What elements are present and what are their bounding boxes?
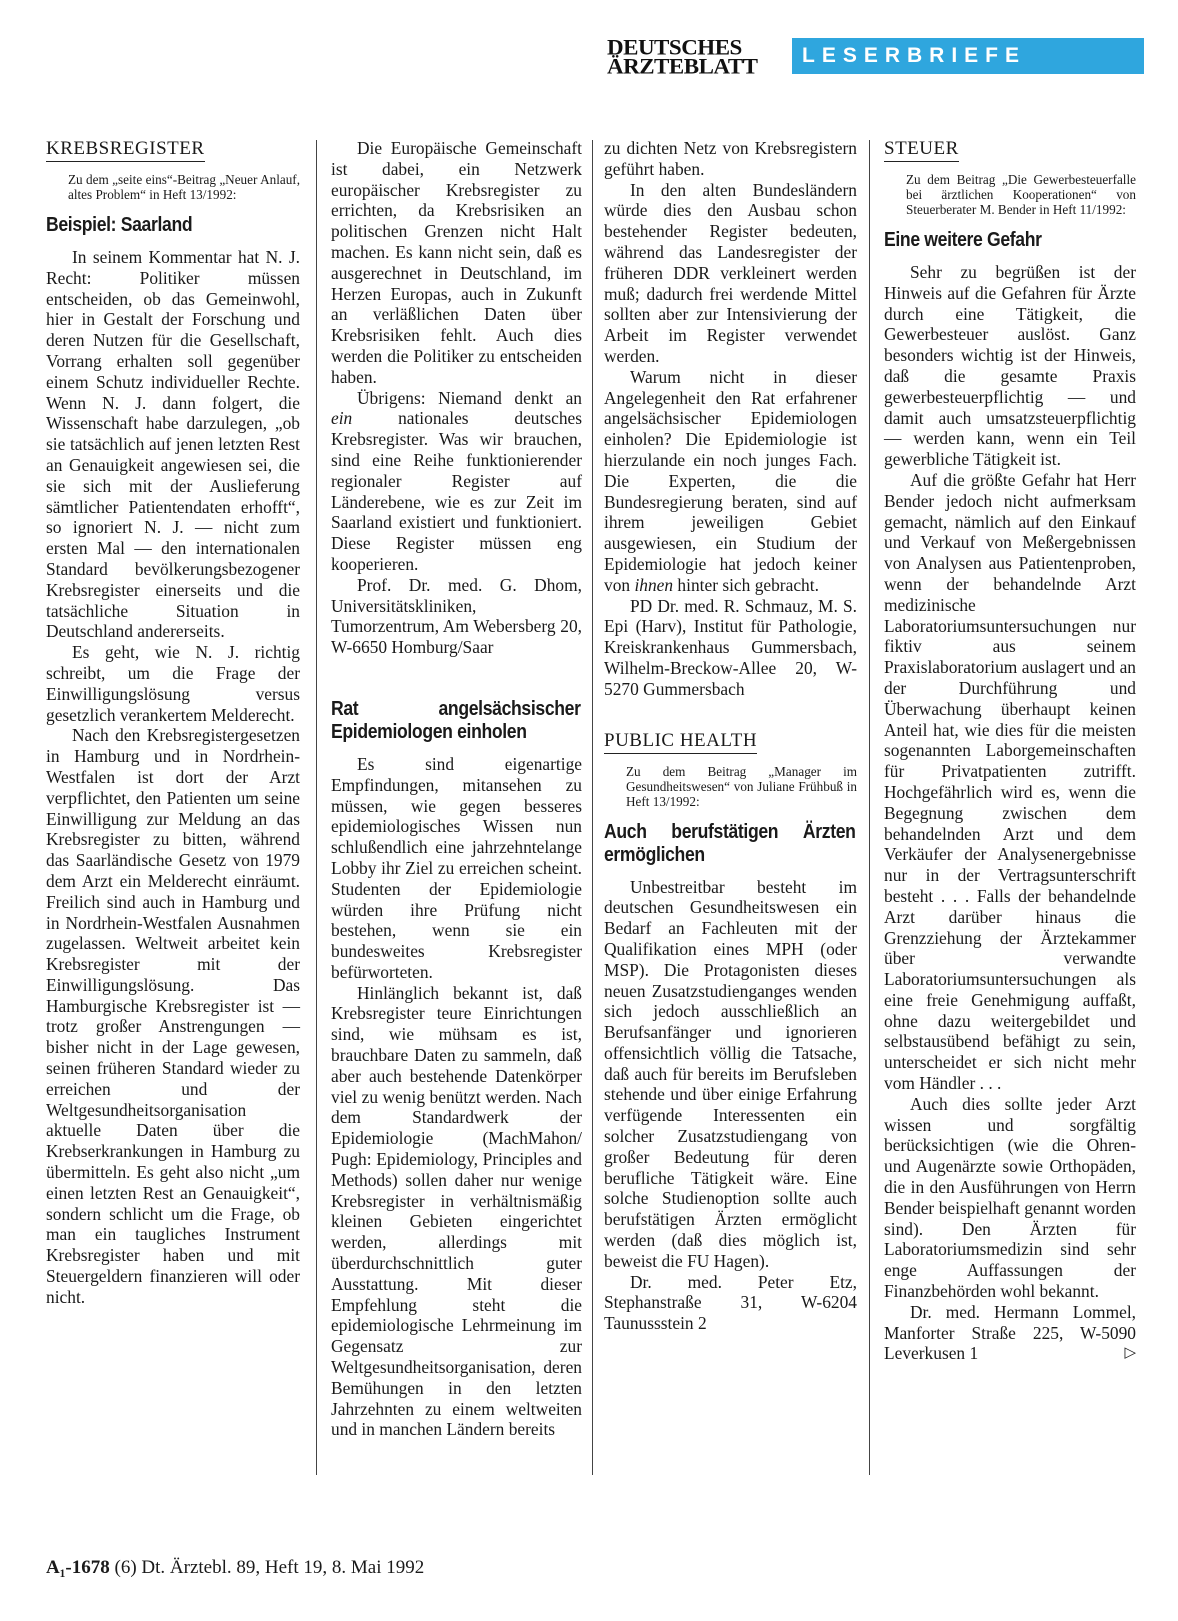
letter-paragraph: Unbestreitbar besteht im deutschen Gesundheitswesen ein Bedarf an Fachleuten mit der Qualifikation eines MPH (oder MSP). Die Protagonisten dieses neuen Zusatzstudienganges wenden sich jedoch ausschließlich an Berufsanfänger und ignorieren offensichtlich völlig die Tatsache, daß auch für bereits im Berufsleben stehende und über einige Erfahrung verfügende Interessenten ein solcher Zusatzstudiengang von großer Bedeutung für deren berufliche Tätigkeit wäre. Eine solche Studienoption sollte auch berufstätigen Ärzten ermöglicht werden (daß dies möglich ist, beweist die FU Hagen). — [604, 876, 857, 1271]
article-reference: Zu dem Beitrag „Manager im Gesundheitswesen“ von Juliane Frühbuß in Heft 13/1992: — [626, 763, 857, 809]
letter-signature: PD Dr. med. R. Schmauz, M. S. Epi (Harv), Institut für Pathologie, Kreiskrankenhaus Gummersbach, Wilhelm-Breckow-Allee 20, W-5270 Gummersbach — [604, 595, 857, 699]
letter-paragraph: Warum nicht in dieser Angelegenheit den Rat erfahrener angelsächsischer Epidemiologen einholen? Die Epidemiologie ist hierzulande ein noch junges Fach. Die Experten, die die Bundesregierung beraten, sind auf ihrem jeweiligen Gebiet ausgewiesen, ein Studium der Epidemiologie hat jedoch keiner von ihnen hinter sich gebracht. — [604, 366, 857, 595]
letter-paragraph: Übrigens: Niemand denkt an ein nationales deutsches Krebsregister. Was wir brauchen, sind eine Reihe funktionierender regionaler Register auf Länderebene, wie es zur Zeit im Saarland existiert und funktioniert. Diese Register müssen eng kooperieren. — [331, 387, 582, 574]
letter-paragraph: In seinem Kommentar hat N. J. Recht: Politiker müssen entscheiden, ob das Gemeinwohl, hier in Gestalt der Forschung und deren Nutzen für die Gesellschaft, Vorrang erhalten soll gegenüber einem Schutz individueller Rechte. Wenn N. J. dann folgert, die Wissenschaft habe darzulegen, „ob sie tatsächlich auf jenen letzten Rest an Genauigkeit angewiesen sei, die sie sich mit der Auslieferung sämtlicher Patientendaten erhofft“, so ignoriert N. J. — nicht zum ersten Mal — den internationalen Standard bevölkerungsbezogener Krebsregister einerseits und die tatsächliche Situation in Deutschland andererseits. — [46, 247, 300, 642]
article-reference: Zu dem Beitrag „Die Gewerbesteuerfalle bei ärztlichen Kooperationen“ von Steuerberater M. Bender in Heft 11/1992: — [906, 172, 1136, 217]
letter-paragraph: Auch dies sollte jeder Arzt wissen und sorgfältig berücksichtigen (wie die Ohren- und Augenärzte sowie Orthopäden, die in den Ausführungen von Herrn Bender beispielhaft genannt worden sind). Den Ärzten für Laboratoriumsmedizin sind sehr enge Auffassungen der Finanzbehörden wohl bekannt. — [884, 1093, 1136, 1302]
letter-signature: Dr. med. Hermann Lommel, Manforter Straße 225, W-5090 Leverkusen 1 ▷ — [884, 1301, 1136, 1364]
letter-paragraph: In den alten Bundesländern würde dies den Ausbau schon bestehender Register bedeuten, während das Landesregister der früheren DDR verkleinert werden muß; dadurch frei werdende Mittel sollten aber zur Intensivierung der Arbeit im Register verwendet werden. — [604, 179, 857, 366]
page-number: A₁-1678 — [46, 1557, 110, 1578]
section-title: LESERBRIEFE — [802, 44, 1027, 67]
continue-arrow-icon: ▷ — [1124, 1345, 1136, 1362]
column-3 — [604, 138, 857, 1334]
letter-paragraph: Sehr zu begrüßen ist der Hinweis auf die Gefahren für Ärzte durch eine Tätigkeit, die Gewerbesteuer auslöst. Ganz besonders wichtig ist der Hinweis, daß die gesamte Praxis gewerbesteuerpflichtig — und damit auch umsatzsteuerpflichtig — werden kann, wenn ein Teil gewerbliche Tätigkeit ist. — [884, 262, 1136, 470]
masthead-line2: ÄRZTEBLATT — [607, 54, 758, 79]
rubric-public-health: PUBLIC HEALTH — [604, 730, 757, 754]
letter-paragraph: Nach den Krebsregistergesetzen in Hamburg und in Nordrhein-Westfalen ist dort der Arzt verpflichtet, den Patienten um seine Einwilligung zur Meldung an das Krebsregister zu bitten, während das Saarländische Gesetz von 1979 dem Arzt ein Melderecht einräumt. Freilich sind auch in Hamburg und in Nordrhein-Westfalen Ausnahmen zugelassen. Weltweit arbeitet kein Krebsregister mit der Einwilligungslösung. Das Hamburgische Krebsregister ist — trotz großer Anstrengungen — bisher nicht in der Lage gewesen, seinen früheren Standard wieder zu erreichen und der Weltgesundheitsorganisation aktuelle Daten über die Krebserkrankungen in Hamburg zu übermitteln. Es geht also nicht „um einen letzten Rest an Genauigkeit“, sondern schlicht um die Frage, ob man ein taugliches Instrument Krebsregister haben und mit Steuergeldern finanzieren will oder nicht. — [46, 725, 300, 1307]
letter-signature: Prof. Dr. med. G. Dhom, Universitätskliniken, Tumorzentrum, Am Webersberg 20, W-6650 Homburg/Saar — [331, 574, 582, 658]
letter-headline: Eine weitere Gefahr — [884, 229, 1042, 251]
page-footer — [46, 1557, 424, 1579]
column-4 — [884, 138, 1136, 1364]
column-2 — [331, 138, 582, 1440]
masthead-logo — [607, 35, 758, 79]
letter-headline: Rat angelsächsischer Epidemiologen einholen — [331, 697, 581, 743]
letter-paragraph: Hinlänglich bekannt ist, daß Krebsregister teure Einrichtungen sind, wie mühsam es ist, brauchbare Daten zu sammeln, daß aber auch bestehende Datenkörper viel zu wenig benützt werden. Nach dem Standardwerk der Epidemiologie (MachMahon/ Pugh: Epidemiology, Principles and Methods) sollen daher nur wenige Krebsregister in verhältnismäßig kleinen Gebieten eingerichtet werden, allerdings mit überdurchschnittlich guter Ausstattung. Mit dieser Empfehlung steht die epidemiologische Lehrmeinung im Gegensatz zur Weltgesundheitsorganisation, deren Bemühungen in den letzten Jahrzehnten zu einem weltweiten und in manchen Ländern bereits — [331, 982, 582, 1440]
letter-paragraph: Es sind eigenartige Empfindungen, mitansehen zu müssen, wie gegen besseres epidemiologisches Wissen nun schlußendlich eine jahrzehntelange Lobby ihr Ziel zu erreichen scheint. Studenten der Epidemiologie würden ihre Prüfung nicht bestehen, wenn sie ein bundesweites Krebsregister befürworteten. — [331, 753, 582, 982]
letter-paragraph: Es geht, wie N. J. richtig schreibt, um die Frage der Einwilligungslösung versus gesetzlich verankertem Melderecht. — [46, 642, 300, 725]
article-reference: Zu dem „seite eins“-Beitrag „Neuer Anlauf, altes Problem“ in Heft 13/1992: — [68, 172, 300, 202]
letter-signature: Dr. med. Peter Etz, Stephanstraße 31, W-6204 Taunussstein 2 — [604, 1271, 857, 1334]
rubric-steuer: STEUER — [884, 138, 959, 162]
column-rule — [869, 140, 870, 1475]
letter-headline: Auch berufstätigen Ärzten ermöglichen — [604, 820, 856, 866]
issue-info: (6) Dt. Ärztebl. 89, Heft 19, 8. Mai 1992 — [114, 1557, 425, 1578]
column-rule — [592, 140, 593, 1475]
rubric-krebsregister: KREBSREGISTER — [46, 138, 205, 162]
letter-paragraph: zu dichten Netz von Krebsregistern geführt haben. — [604, 138, 857, 179]
letter-paragraph: Auf die größte Gefahr hat Herr Bender jedoch nicht aufmerksam gemacht, nämlich auf den Einkauf und Verkauf von Meßergebnissen von Analysen aus Patientenproben, wenn der behandelnde Arzt medizinische Laboratoriumsuntersuchungen nur fiktiv aus seinem Praxislaboratorium auslagert und an der Durchführung und Überwachung überhaupt keinen Anteil hat, wie dies für die meisten sogenannten Laborgemeinschaften für Privatpatienten zutrifft. Hochgefährlich wird es, wenn die Begegnung zwischen dem behandelnden Arzt und dem Verkäufer der Analysenergebnisse nur in der Vertragsunterschrift besteht . . . Falls der behandelnde Arzt darüber hinaus die Grenzziehung der Ärztekammer über verwandte Laboratoriumsuntersuchungen als eine freie Genehmigung auffaßt, ohne dazu weitergebildet und selbstausübend befähigt zu sein, unterscheidet er sich nicht mehr vom Händler . . . — [884, 469, 1136, 1094]
column-rule — [316, 140, 317, 1475]
masthead-line1: DEUTSCHES — [607, 35, 742, 60]
letter-headline: Beispiel: Saarland — [46, 214, 193, 236]
letter-paragraph: Die Europäische Gemeinschaft ist dabei, ein Netzwerk europäischer Krebsregister zu errichten, da Krebsrisiken an politischen Grenzen nicht Halt machen. Es kann nicht sein, daß es ausgerechnet in Deutschland, im Herzen Europas, auch in Zukunft an verläßlichen Daten über Krebsrisiken fehlt. Auch dies werden die Politiker zu entscheiden haben. — [331, 138, 582, 387]
section-banner — [792, 38, 1144, 74]
column-1 — [46, 138, 300, 1308]
